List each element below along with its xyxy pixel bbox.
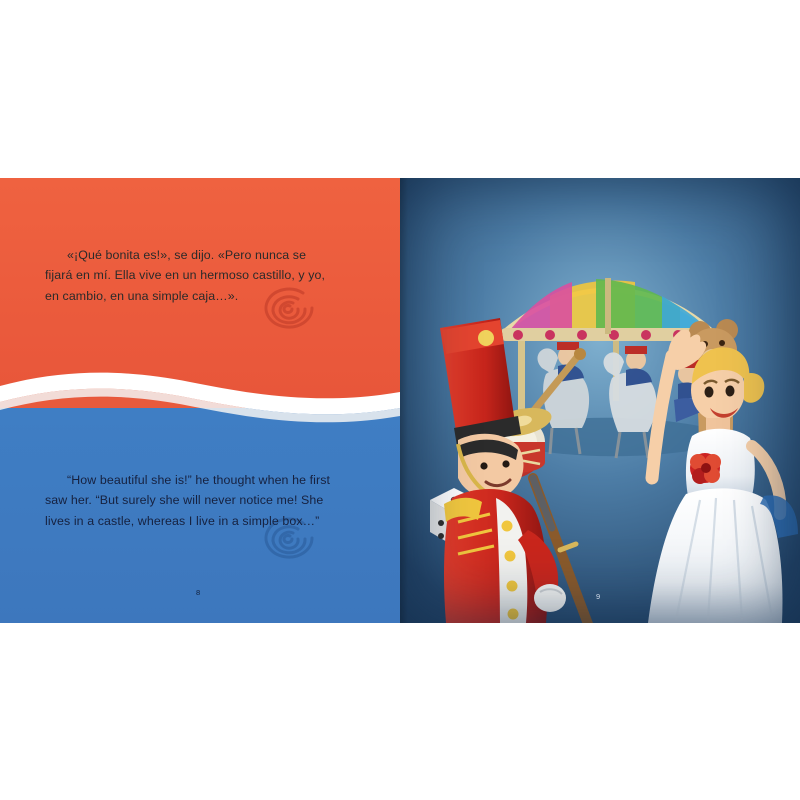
spanish-paragraph: «¡Qué bonita es!», se dijo. «Pero nunca se fijará en mí. Ella vive en un hermoso castillo, y yo, en cambio, en una simple caja…». [45,248,326,303]
page-number-left: 8 [196,588,201,597]
page-number-right: 9 [596,592,601,601]
left-page [0,178,400,623]
illustration-art [400,178,800,623]
flower-corsage [690,453,721,484]
wave-divider-icon [0,366,400,426]
right-page-illustration [400,178,800,623]
book-spread [0,178,800,623]
english-paragraph: “How beautiful she is!” he thought when he first saw her. “But surely she will never notice me! She lives in a castle, whereas I live in a simple box…” [45,473,331,528]
